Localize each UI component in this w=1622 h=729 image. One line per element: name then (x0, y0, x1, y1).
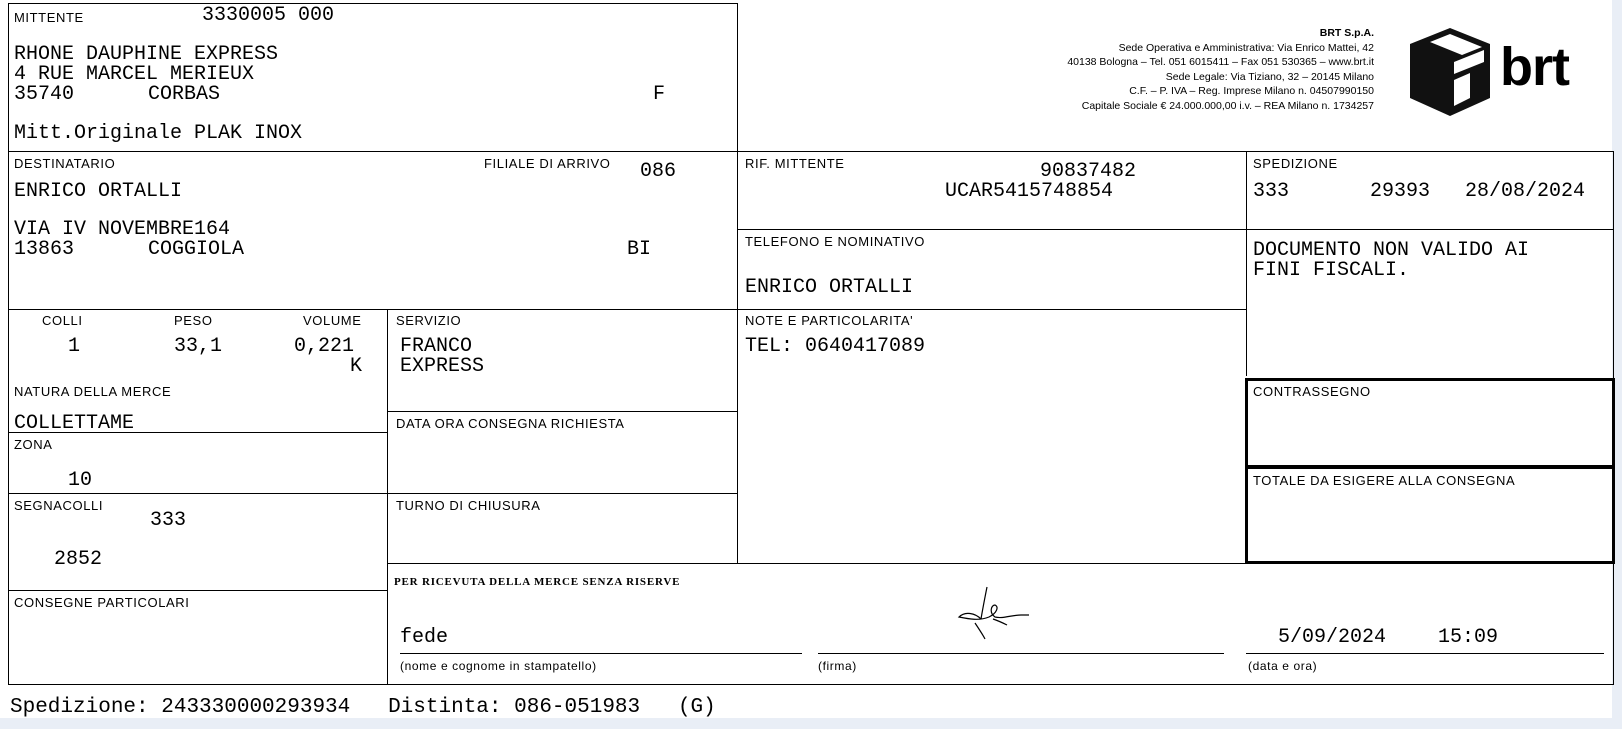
border-line (387, 563, 388, 685)
volume-label: VOLUME (303, 313, 362, 328)
mittente-original: Mitt.Originale PLAK INOX (14, 122, 303, 145)
documento-note-line2: FINI FISCALI. (1253, 259, 1410, 282)
telefono-value: ENRICO ORTALLI (745, 276, 914, 299)
company-info (1067, 26, 1374, 113)
peso-label: PESO (174, 313, 213, 328)
mittente-label: MITTENTE (14, 10, 84, 25)
name-caption: (nome e cognome in stampatello) (400, 659, 597, 673)
brt-logo (1410, 28, 1590, 123)
border-line (737, 151, 738, 564)
destinatario-label: DESTINATARIO (14, 156, 116, 171)
note-label: NOTE E PARTICOLARITA' (745, 313, 914, 328)
segnacolli-value2: 2852 (54, 548, 103, 571)
mittente-cap: 35740 (14, 83, 75, 106)
turno-label: TURNO DI CHIUSURA (396, 498, 541, 513)
company-name: BRT S.p.A. (1319, 27, 1374, 39)
consegne-label: CONSEGNE PARTICOLARI (14, 595, 190, 610)
footer-spedizione-label: Spedizione: (10, 696, 149, 719)
colli-label: COLLI (42, 313, 83, 328)
name-underline (400, 653, 802, 654)
border-line (387, 493, 738, 494)
zona-label: ZONA (14, 437, 53, 452)
brt-logo-text: brt (1500, 37, 1569, 97)
mittente-street: 4 RUE MARCEL MERIEUX (14, 63, 255, 86)
viewer-frame-bottom (0, 718, 1622, 729)
border-line (737, 3, 738, 151)
border-line (8, 3, 738, 4)
volume-unit: K (350, 355, 363, 378)
company-line: Capitale Sociale € 24.000.000,00 i.v. – REA Milano n. 1734257 (1081, 99, 1374, 112)
contrassegno-label: CONTRASSEGNO (1253, 384, 1371, 399)
volume-value: 0,221 (294, 335, 355, 358)
firma-caption: (firma) (818, 659, 857, 673)
mittente-country: F (653, 83, 666, 106)
footer-distinta-label: Distinta: (388, 696, 502, 719)
mittente-code: 3330005 000 (202, 4, 335, 27)
border-line (8, 151, 1614, 152)
border-line (1246, 151, 1247, 376)
filiale-value: 086 (640, 160, 677, 183)
date-caption: (data e ora) (1248, 659, 1318, 673)
data-ora-label: DATA ORA CONSEGNA RICHIESTA (396, 416, 625, 431)
footer (10, 696, 716, 719)
destinatario-city: COGGIOLA (148, 238, 245, 261)
footer-flag: (G) (677, 696, 716, 719)
border-line (387, 309, 388, 564)
totale-label: TOTALE DA ESIGERE ALLA CONSEGNA (1253, 473, 1516, 488)
border-line (1246, 229, 1614, 230)
mittente-name: RHONE DAUPHINE EXPRESS (14, 43, 279, 66)
spedizione-b: 29393 (1370, 180, 1431, 203)
mittente-city: CORBAS (148, 83, 221, 106)
company-line: 40138 Bologna – Tel. 051 6015411 – Fax 051 530365 – www.brt.it (1067, 56, 1374, 68)
footer-spedizione-value: 243330000293934 (161, 696, 351, 719)
rif-mittente-value2: UCAR5415748854 (945, 180, 1114, 203)
border-line (8, 309, 1247, 310)
natura-label: NATURA DELLA MERCE (14, 384, 172, 399)
border-line (8, 493, 388, 494)
spedizione-date: 28/08/2024 (1465, 180, 1586, 203)
destinatario-name: ENRICO ORTALLI (14, 180, 183, 203)
documento-note-line1: DOCUMENTO NON VALIDO AI (1253, 239, 1530, 262)
segnacolli-value1: 333 (150, 509, 187, 532)
ricevuta-label: PER RICEVUTA DELLA MERCE SENZA RISERVE (394, 576, 681, 588)
note-value: TEL: 0640417089 (745, 335, 926, 358)
firma-underline (818, 653, 1224, 654)
segnacolli-label: SEGNACOLLI (14, 498, 104, 513)
peso-value: 33,1 (174, 335, 223, 358)
destinatario-province: BI (627, 238, 652, 261)
rif-mittente-value1: 90837482 (1040, 160, 1137, 183)
servizio-line1: FRANCO (400, 335, 473, 358)
company-line: Sede Operativa e Amministrativa: Via Enrico Mattei, 42 (1118, 41, 1374, 54)
spedizione-label: SPEDIZIONE (1253, 156, 1338, 171)
filiale-label: FILIALE DI ARRIVO (484, 156, 611, 171)
border-line (387, 411, 738, 412)
rif-mittente-label: RIF. MITTENTE (745, 156, 845, 171)
colli-value: 1 (68, 335, 81, 358)
servizio-line2: EXPRESS (400, 355, 485, 378)
zona-value: 10 (68, 469, 93, 492)
signature-image (955, 583, 1035, 643)
border-line (8, 3, 9, 685)
ricevuta-name: fede (400, 626, 449, 649)
telefono-label: TELEFONO E NOMINATIVO (745, 234, 925, 249)
footer-distinta-value: 086-051983 (514, 696, 641, 719)
border-line (8, 684, 1614, 685)
natura-value: COLLETTAME (14, 412, 135, 435)
spedizione-a: 333 (1253, 180, 1290, 203)
destinatario-cap: 13863 (14, 238, 75, 261)
border-line (8, 590, 388, 591)
border-line (737, 229, 1247, 230)
ricevuta-date: 5/09/2024 (1278, 626, 1387, 649)
destinatario-street: VIA IV NOVEMBRE164 (14, 218, 231, 241)
ricevuta-time: 15:09 (1438, 626, 1499, 649)
date-underline (1246, 653, 1604, 654)
company-line: Sede Legale: Via Tiziano, 32 – 20145 Milano (1165, 70, 1374, 83)
servizio-label: SERVIZIO (396, 313, 462, 328)
company-line: C.F. – P. IVA – Reg. Imprese Milano n. 04507990150 (1129, 85, 1374, 97)
